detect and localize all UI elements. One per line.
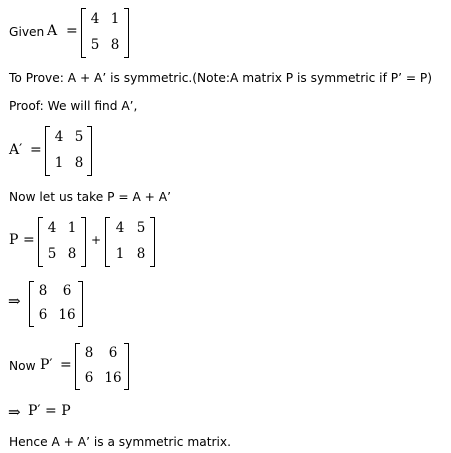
matrix-cell: 1 [54,155,64,171]
matrix-cell: 8 [136,246,146,262]
transpose-eq: = [30,142,42,158]
matrix-cell: 5 [90,37,100,53]
implies-arrow: ⇒ [8,292,21,310]
matrix-cell: 5 [47,246,57,262]
given-matrix [81,8,129,58]
matrix-cell: 16 [104,370,122,386]
take-p-text: Now let us take P = A + A’ [9,190,171,204]
proof-intro-text: Proof: We will find A’, [9,99,138,113]
sum-lhs: P [9,232,19,248]
matrix-cell: 6 [38,307,48,323]
matrix-cell: 8 [74,155,84,171]
matrix-cell: 4 [90,11,100,27]
matrix-cell: 1 [67,220,77,236]
matrix-cell: 8 [110,37,120,53]
matrix-cell: 16 [58,307,76,323]
plus-sign: + [91,233,102,247]
matrix-cell: 4 [115,220,125,236]
sum-matrix-b [105,217,155,267]
result-matrix [29,281,83,327]
now-pt-lhs: P′ [40,357,53,373]
now-pt-prefix: Now [9,359,36,373]
given-prefix: Given [9,25,45,39]
matrix-cell: 8 [84,345,94,361]
matrix-cell: 1 [115,246,125,262]
sum-matrix-a [38,217,86,267]
hence-text: Hence A + A’ is a symmetric matrix. [9,435,231,449]
sum-eq: = [23,232,35,248]
matrix-cell: 8 [38,283,48,299]
matrix-cell: 1 [110,11,120,27]
matrix-cell: 4 [54,129,64,145]
transpose-matrix [45,126,92,176]
pt-matrix [75,343,129,390]
to-prove-text: To Prove: A + A’ is symmetric.(Note:A matrix P is symmetric if P’ = P) [9,71,433,85]
matrix-cell: 6 [84,370,94,386]
matrix-cell: 4 [47,220,57,236]
given-eq: = [66,23,78,39]
matrix-cell: 6 [62,283,72,299]
now-pt-eq: = [60,357,72,373]
conclusion-equation: P′ = P [28,403,71,419]
matrix-cell: 8 [67,246,77,262]
matrix-cell: 6 [108,345,118,361]
matrix-cell: 5 [74,129,84,145]
given-var: A [47,23,58,39]
matrix-cell: 5 [136,220,146,236]
implies-arrow: ⇒ [8,403,21,421]
transpose-lhs: A′ [9,142,23,158]
